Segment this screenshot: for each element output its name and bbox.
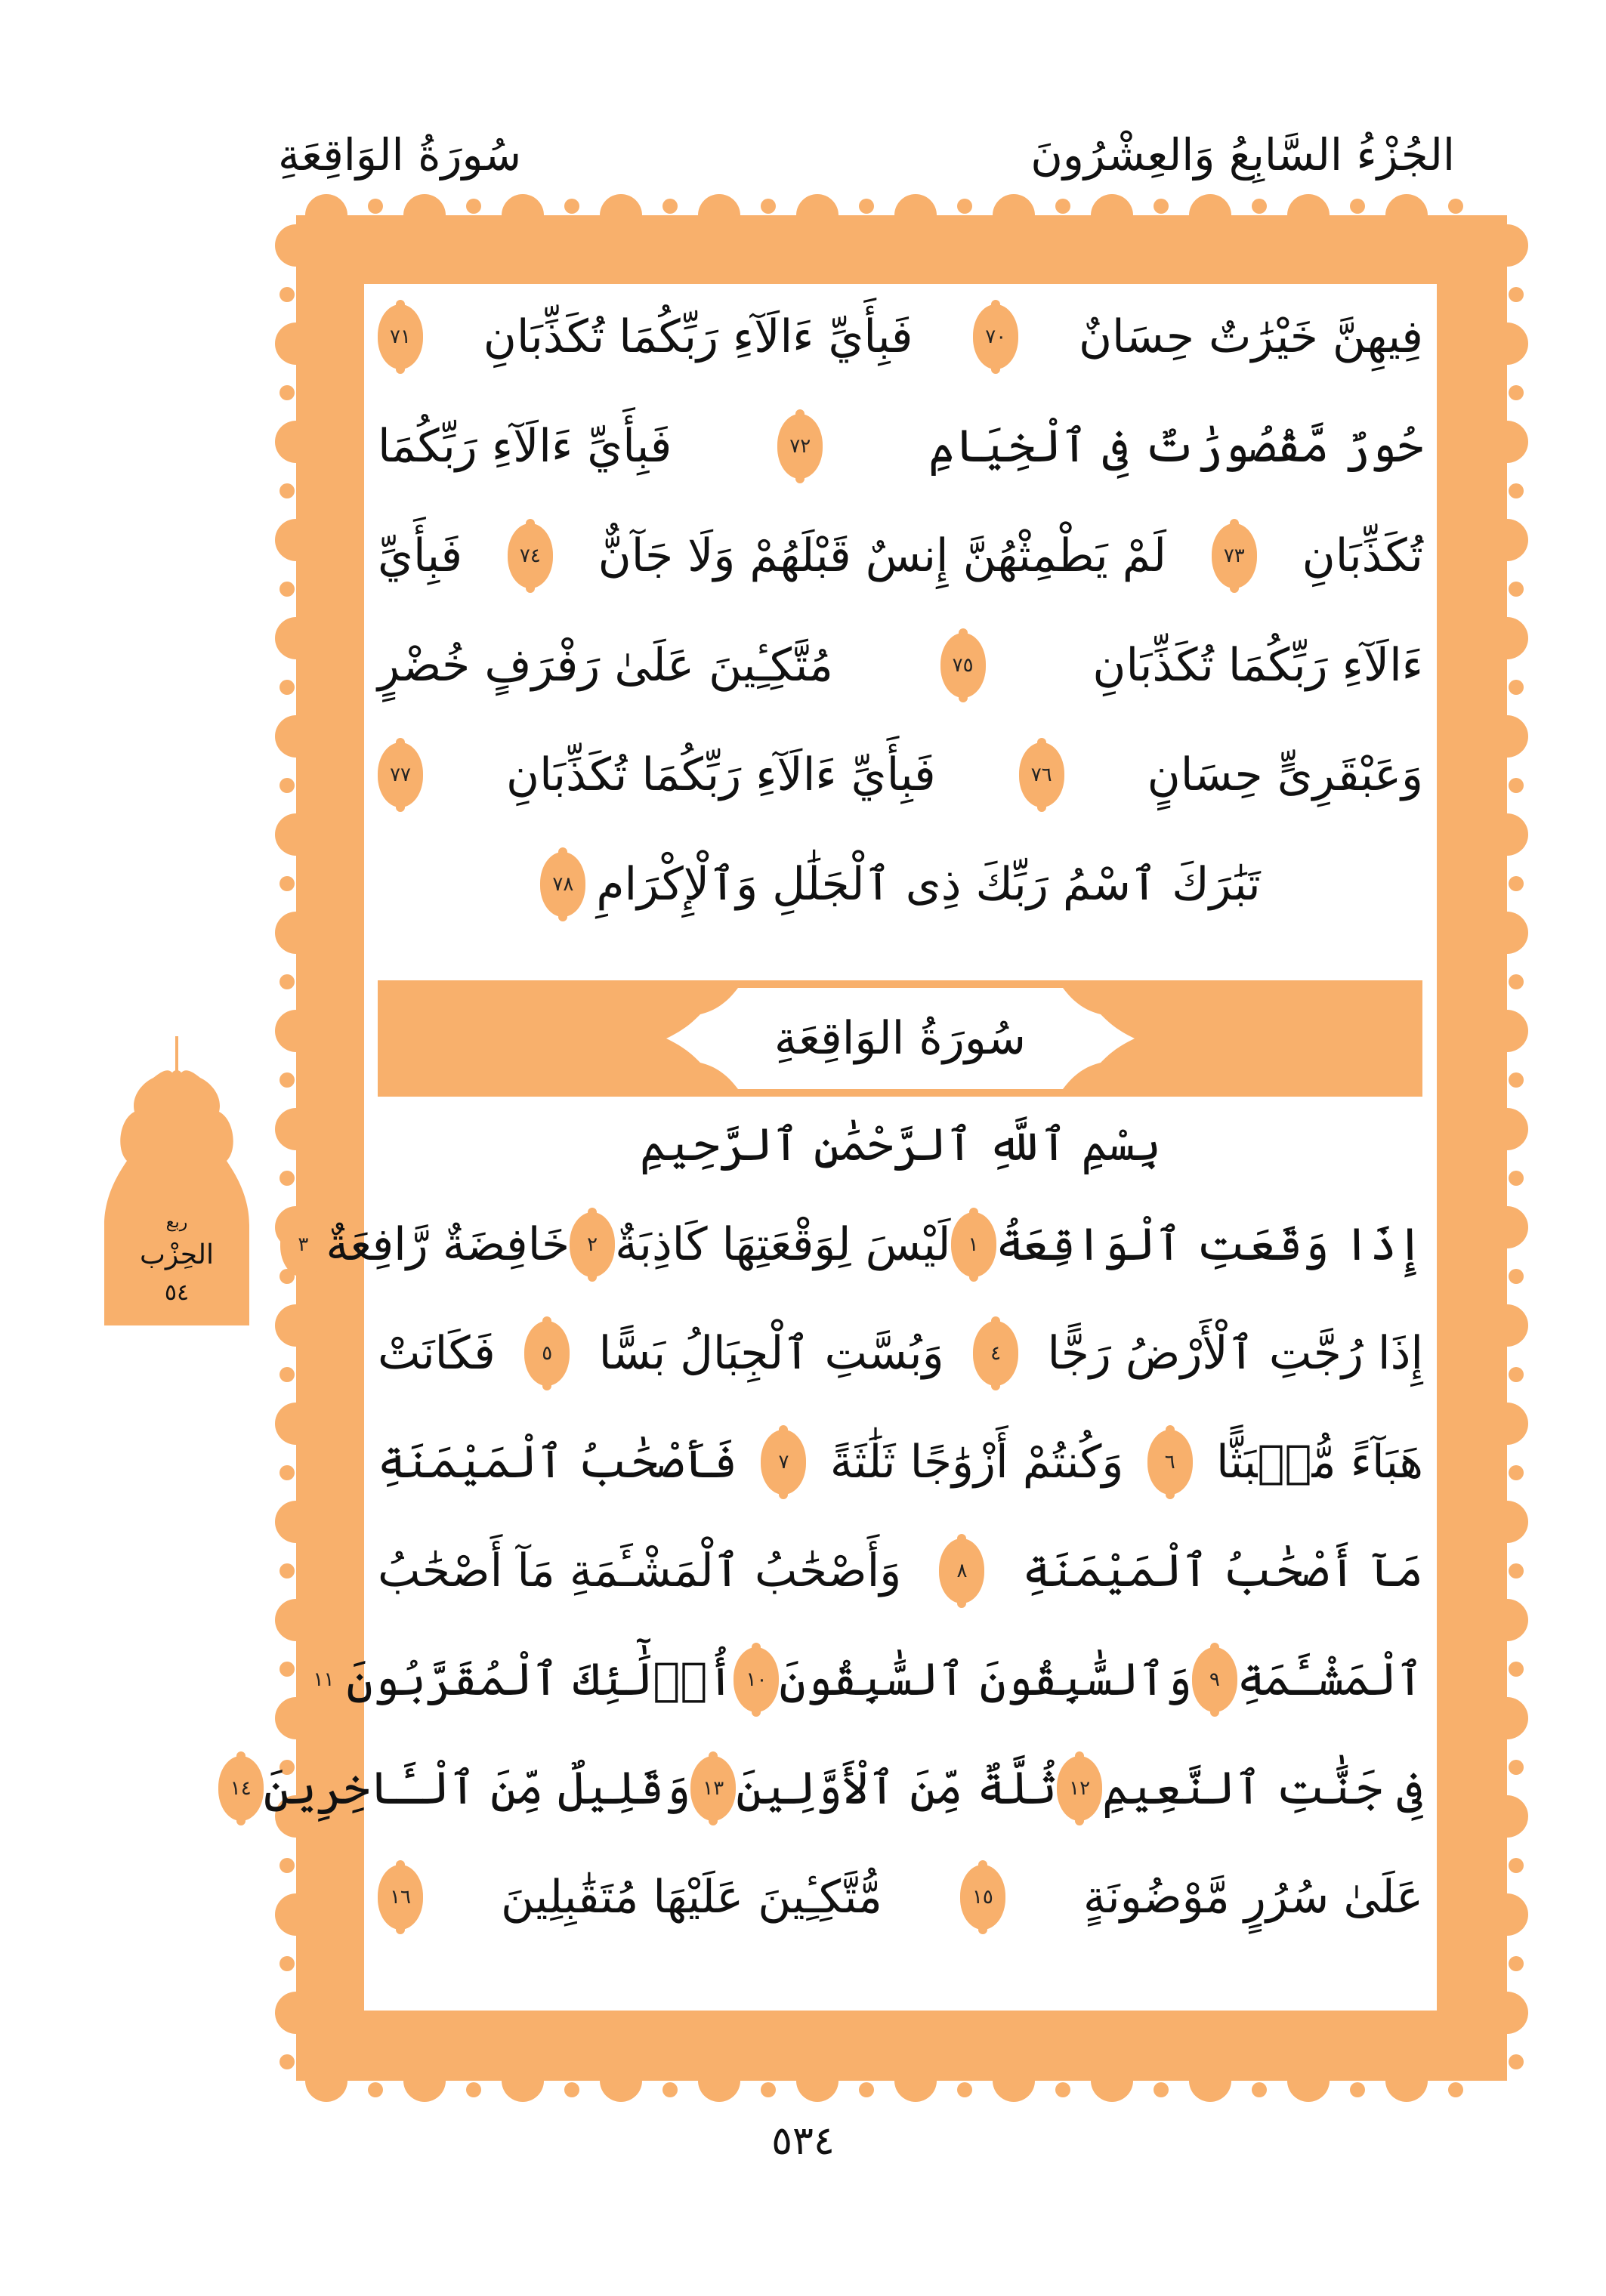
verse-text: عَلَىٰ سُرُرٍ مَّوْضُونَةٍ	[1083, 1871, 1423, 1924]
frame-scallop	[600, 2060, 642, 2102]
frame-scallop	[275, 1599, 317, 1641]
frame-scallop	[403, 194, 446, 236]
frame-scallop	[859, 199, 874, 214]
frame-scallop	[280, 1465, 295, 1480]
frame-scallop	[1091, 194, 1133, 236]
frame-scallop	[1486, 1108, 1528, 1150]
frame-scallop	[466, 199, 481, 214]
ayah-marker: ٧٦	[1019, 742, 1064, 807]
frame-scallop	[1091, 2060, 1133, 2102]
frame-scallop	[1486, 617, 1528, 659]
ayah-marker: ١٢	[1057, 1756, 1102, 1821]
ayah-marker: ٨	[939, 1538, 984, 1603]
hizb-rub-label: ربع	[165, 1213, 188, 1232]
frame-scallop	[564, 2082, 579, 2097]
frame-scallop	[280, 876, 295, 891]
frame-scallop	[1486, 912, 1528, 954]
page-number: ٥٣٤	[771, 2119, 835, 2164]
verse-line	[364, 393, 1437, 499]
basmala: بِسْمِ ٱللَّهِ ٱلرَّحْمَٰنِ ٱلرَّحِيمِ	[639, 1119, 1162, 1171]
surah-name: سُورَةُ الوَاقِعَةِ	[774, 1012, 1027, 1065]
frame-scallop	[1385, 194, 1428, 236]
verse-text: وَٱلسَّٰبِقُونَ ٱلسَّٰبِقُونَ	[779, 1653, 1192, 1706]
frame-scallop	[1486, 1795, 1528, 1838]
frame-scallop	[1509, 1563, 1524, 1578]
ayah-marker: ٧٣	[1212, 523, 1257, 588]
frame-scallop	[1486, 1501, 1528, 1543]
frame-scallop	[1486, 1304, 1528, 1347]
frame-scallop	[1509, 974, 1524, 989]
frame-scallop	[761, 199, 776, 214]
text-area	[230, 284, 1437, 2011]
ayah-marker: ١٤	[218, 1756, 264, 1821]
frame-scallop	[280, 680, 295, 695]
verse-text: فَبِأَيِّ ءَالَآءِ رَبِّكُمَا تُكَذِّبَانِ	[483, 310, 913, 363]
frame-scallop	[1509, 1367, 1524, 1382]
verse-text: ٱلْمَشْـَٔمَةِ	[1237, 1653, 1423, 1706]
frame-scallop	[275, 1108, 317, 1150]
frame-scallop	[275, 715, 317, 758]
frame-scallop	[698, 2060, 740, 2102]
verse-text: مَآ أَصْحَٰبُ ٱلْمَيْمَنَةِ	[1022, 1545, 1423, 1597]
frame-scallop	[1055, 199, 1070, 214]
frame-scallop	[275, 912, 317, 954]
frame-scallop	[894, 2060, 937, 2102]
verse-text: فَبِأَيِّ	[378, 529, 463, 582]
verse-text: لَيْسَ لِوَقْعَتِهَا كَاذِبَةٌ	[615, 1218, 951, 1271]
frame-scallop	[275, 1304, 317, 1347]
frame-scallop	[662, 199, 678, 214]
frame-scallop	[1509, 483, 1524, 498]
verse-line	[313, 1627, 1437, 1733]
frame-scallop	[1509, 1760, 1524, 1775]
frame-scallop	[1486, 1697, 1528, 1739]
frame-scallop	[796, 194, 839, 236]
frame-scallop	[761, 2082, 776, 2097]
frame-scallop	[280, 1858, 295, 1873]
frame-scallop	[275, 322, 317, 365]
frame-scallop	[1509, 1662, 1524, 1677]
verse-line	[364, 503, 1437, 609]
frame-scallop	[1486, 421, 1528, 463]
verse-line	[364, 613, 1437, 718]
frame-scallop	[1509, 385, 1524, 400]
verse-text: وَكُنتُمْ أَزْوَٰجًا ثَلَٰثَةً	[829, 1436, 1124, 1489]
ayah-marker: ٧٤	[508, 523, 553, 588]
verse-line	[364, 1409, 1437, 1515]
frame-scallop	[1385, 2060, 1428, 2102]
frame-scallop	[1287, 2060, 1330, 2102]
ayah-marker: ٦	[1147, 1430, 1193, 1495]
verse-line	[230, 1736, 1437, 1841]
frame-scallop	[957, 2082, 972, 2097]
frame-scallop	[1509, 876, 1524, 891]
hizb-label: الحِزْب	[140, 1239, 214, 1270]
verse-text: إِذَا رُجَّتِ ٱلْأَرْضُ رَجًّا	[1047, 1327, 1423, 1380]
frame-scallop	[1448, 199, 1463, 214]
frame-scallop	[280, 2054, 295, 2069]
frame-scallop	[1486, 224, 1528, 267]
frame-scallop	[280, 287, 295, 302]
ayah-marker: ٤	[973, 1321, 1018, 1386]
frame-scallop	[280, 483, 295, 498]
frame-scallop	[1509, 1858, 1524, 1873]
frame-scallop	[1509, 1171, 1524, 1186]
frame-scallop	[1509, 582, 1524, 597]
verse-text: هَبَآءً مُّنۢبَثًّا	[1216, 1436, 1423, 1489]
ayah-marker: ١	[951, 1212, 996, 1277]
frame-scallop	[1509, 1269, 1524, 1284]
verse-text: وَعَبْقَرِىٍّ حِسَانٍ	[1147, 748, 1423, 801]
frame-scallop	[403, 2060, 446, 2102]
hizb-quarter-marker	[104, 1036, 249, 1325]
verse-text: فَبِأَيِّ ءَالَآءِ رَبِّكُمَا تُكَذِّبَانِ	[506, 748, 936, 801]
frame-scallop	[280, 1662, 295, 1677]
ayah-marker: ٩	[1192, 1647, 1237, 1712]
verse-text: وَبُسَّتِ ٱلْجِبَالُ بَسًّا	[598, 1327, 944, 1380]
frame-scallop	[466, 2082, 481, 2097]
surah-header-band	[378, 980, 1422, 1097]
ayah-marker: ١٥	[960, 1865, 1005, 1930]
frame-scallop	[275, 1403, 317, 1445]
ayah-marker: ٢	[570, 1212, 615, 1277]
frame-scallop	[662, 2082, 678, 2097]
ayah-marker: ٣	[280, 1212, 326, 1277]
verse-text: إِذَا وَقَعَتِ ٱلْوَاقِعَةُ	[996, 1218, 1423, 1271]
frame-scallop	[280, 1956, 295, 1971]
frame-scallop	[1486, 519, 1528, 561]
frame-scallop	[1486, 1992, 1528, 2034]
verse-text: فِيهِنَّ خَيْرَٰتٌ حِسَانٌ	[1078, 310, 1423, 363]
frame-scallop	[275, 224, 317, 267]
verse-line	[298, 1192, 1437, 1298]
frame-scallop	[1486, 1403, 1528, 1445]
verse-text: لَمْ يَطْمِثْهُنَّ إِنسٌ قَبْلَهُمْ وَلَا جَآنٌّ	[598, 529, 1166, 582]
ayah-marker: ١٠	[734, 1647, 779, 1712]
frame-scallop	[1252, 2082, 1267, 2097]
ayah-marker: ٧٧	[378, 742, 423, 807]
verse-text: وَأَصْحَٰبُ ٱلْمَشْـَٔمَةِ مَآ أَصْحَٰبُ	[378, 1545, 902, 1597]
verse-text: فَبِأَيِّ ءَالَآءِ رَبِّكُمَا	[378, 420, 672, 473]
ayah-marker: ٧٠	[973, 304, 1018, 369]
frame-scallop	[564, 199, 579, 214]
frame-scallop	[1486, 715, 1528, 758]
hizb-number: ٥٤	[164, 1279, 190, 1306]
frame-scallop	[1486, 813, 1528, 856]
frame-scallop	[1350, 2082, 1365, 2097]
frame-scallop	[698, 194, 740, 236]
juz-title: الجُزْءُ السَّابِعُ وَالعِشْرُونَ	[1030, 129, 1455, 181]
frame-scallop	[280, 1072, 295, 1088]
frame-scallop	[1509, 2054, 1524, 2069]
frame-scallop	[280, 974, 295, 989]
ayah-marker: ٧٢	[777, 414, 823, 479]
frame-scallop	[275, 421, 317, 463]
frame-scallop	[305, 2060, 347, 2102]
verse-text: تُكَذِّبَانِ	[1302, 529, 1423, 582]
frame-scallop	[1509, 287, 1524, 302]
verse-text: أُو۟لَٰٓئِكَ ٱلْمُقَرَّبُونَ	[346, 1653, 734, 1706]
verse-line	[364, 832, 1437, 937]
verse-text: مُّتَّكِـِٔينَ عَلَيْهَا مُتَقَٰبِلِينَ	[501, 1871, 882, 1924]
surah-title-plaque	[666, 988, 1135, 1089]
verse-text: خَافِضَةٌ رَّافِعَةٌ	[326, 1218, 570, 1271]
frame-scallop	[1486, 1599, 1528, 1641]
ayah-marker: ٧٥	[940, 633, 986, 698]
frame-scallop	[993, 2060, 1035, 2102]
frame-scallop	[1350, 199, 1365, 214]
frame-scallop	[305, 194, 347, 236]
frame-scallop	[275, 1893, 317, 1936]
frame-scallop	[280, 582, 295, 597]
ayah-marker: ١٦	[378, 1865, 423, 1930]
hizb-text-stack	[104, 1211, 249, 1321]
frame-scallop	[502, 2060, 544, 2102]
frame-scallop	[1055, 2082, 1070, 2097]
verse-text: فَكَانَتْ	[378, 1327, 496, 1380]
ayah-marker: ٧٨	[540, 852, 585, 917]
ayah-marker: ٥	[524, 1321, 570, 1386]
verse-line	[364, 722, 1437, 828]
verse-text: فِى جَنَّٰتِ ٱلنَّعِيمِ	[1102, 1762, 1423, 1815]
frame-scallop	[1509, 1956, 1524, 1971]
frame-scallop	[275, 1992, 317, 2034]
verse-text: تَبَٰرَكَ ٱسْمُ رَبِّكَ ذِى ٱلْجَلَٰلِ وَٱلْإِكْرَامِ	[596, 858, 1261, 911]
frame-scallop	[275, 1501, 317, 1543]
frame-scallop	[275, 617, 317, 659]
ayah-marker: ٧	[761, 1430, 806, 1495]
verse-text: وَقَلِيلٌ مِّنَ ٱلْـَٔاخِرِينَ	[263, 1762, 691, 1815]
verse-line	[364, 1301, 1437, 1406]
ayah-marker: ١١	[301, 1647, 347, 1712]
ayah-marker: ١٣	[690, 1756, 736, 1821]
frame-scallop	[600, 194, 642, 236]
frame-scallop	[502, 194, 544, 236]
frame-scallop	[280, 778, 295, 793]
frame-scallop	[275, 813, 317, 856]
frame-scallop	[275, 519, 317, 561]
frame-scallop	[796, 2060, 839, 2102]
frame-scallop	[280, 1171, 295, 1186]
frame-scallop	[280, 385, 295, 400]
verse-line	[364, 284, 1437, 390]
frame-scallop	[1509, 1465, 1524, 1480]
frame-scallop	[1287, 194, 1330, 236]
frame-scallop	[1154, 199, 1169, 214]
verse-line	[364, 1518, 1437, 1624]
frame-scallop	[1509, 680, 1524, 695]
verse-text: فَأَصْحَٰبُ ٱلْمَيْمَنَةِ	[378, 1436, 738, 1489]
frame-scallop	[275, 1010, 317, 1052]
frame-scallop	[1154, 2082, 1169, 2097]
surah-running-title: سُورَةُ الوَاقِعَةِ	[278, 129, 522, 181]
frame-scallop	[1509, 778, 1524, 793]
verse-text: حُورٌ مَّقْصُورَٰتٌ فِى ٱلْخِيَامِ	[928, 420, 1423, 473]
frame-scallop	[1189, 194, 1231, 236]
verse-line	[364, 1844, 1437, 1950]
frame-scallop	[1486, 1206, 1528, 1248]
verse-text: ثُلَّةٌ مِّنَ ٱلْأَوَّلِينَ	[736, 1762, 1058, 1815]
frame-scallop	[1189, 2060, 1231, 2102]
frame-scallop	[1486, 322, 1528, 365]
ayah-marker: ٧١	[378, 304, 423, 369]
frame-scallop	[894, 194, 937, 236]
verse-text: مُتَّكِـِٔينَ عَلَىٰ رَفْرَفٍ خُضْرٍ	[378, 639, 833, 692]
frame-scallop	[1486, 1010, 1528, 1052]
frame-scallop	[280, 1367, 295, 1382]
frame-scallop	[1509, 1072, 1524, 1088]
frame-scallop	[368, 199, 383, 214]
frame-scallop	[280, 1563, 295, 1578]
frame-scallop	[1486, 1893, 1528, 1936]
frame-scallop	[1448, 2082, 1463, 2097]
verse-text: ءَالَآءِ رَبِّكُمَا تُكَذِّبَانِ	[1092, 639, 1423, 692]
frame-scallop	[368, 2082, 383, 2097]
frame-scallop	[859, 2082, 874, 2097]
frame-scallop	[957, 199, 972, 214]
frame-scallop	[1252, 199, 1267, 214]
frame-scallop	[993, 194, 1035, 236]
